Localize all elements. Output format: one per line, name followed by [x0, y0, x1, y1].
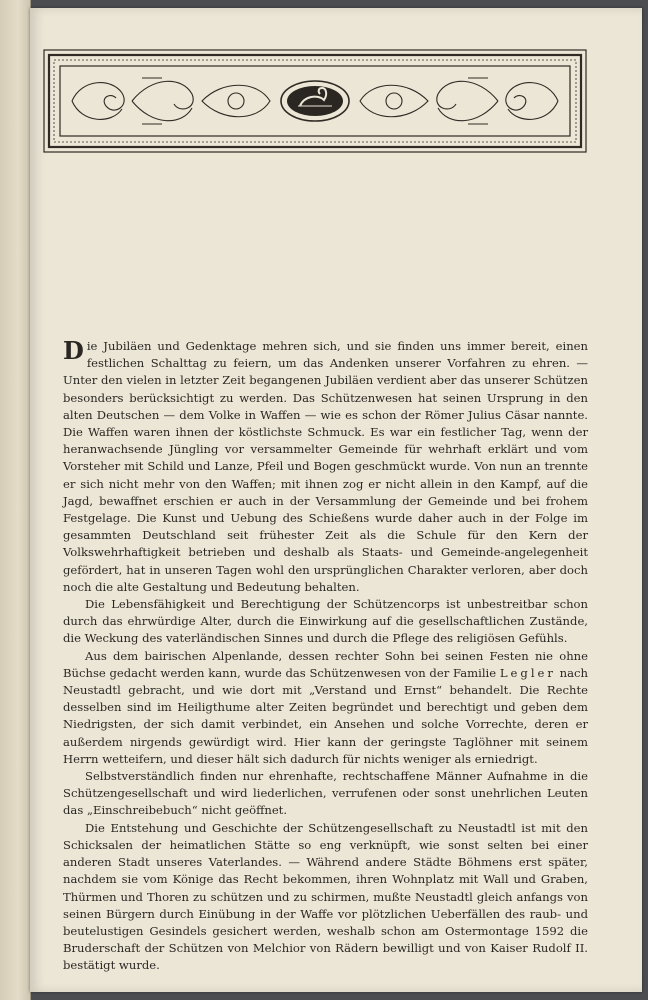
- paragraph-3-text-before: Aus dem bairischen Alpenlande, dessen rechter Sohn bei seinen Festen nie ohne Büchse gedacht werden kann, wurde das Schützenwesen von der Familie: [63, 648, 588, 680]
- body-text: [63, 338, 588, 975]
- book-page: [30, 8, 642, 992]
- previous-page-edge: [0, 0, 31, 1000]
- paragraph-5: Die Entstehung und Geschichte der Schützengesellschaft zu Neustadtl ist mit den Schicksalen der heimatlichen Stätte so eng verknüpft, wie sonst selten bei einer anderen Stadt unseres Vaterlandes. — Während andere Städte Böhmens erst später, nachdem sie vom Könige das Recht bekommen, ihren Wohnplatz mit Wall und Graben, Thürmen und Thoren zu schützen und zu schirmen, mußte Neustadtl gleich anfangs von seinen Bürgern durch Einübung in der Waffe vor plötzlichen Ueberfällen des raub- und beutelustigen Gesindels gesichert werden, weshalb schon am Ostermontage 1592 die Bruderschaft der Schützen von Melchior von Rädern bewilligt und von Kaiser Rudolf II. bestätigt wurde.: [63, 820, 588, 973]
- paragraph-1-text: ie Jubiläen und Gedenktage mehren sich, und sie finden uns immer bereit, einen festlichen Schalttag zu feiern, um das Andenken unserer Vorfahren zu ehren. — Unter den vielen in letzter Zeit begangenen Jubiläen verdient aber das unserer Schützen besonders berücksichtigt zu werden. Das Schützenwesen hat seinen Ursprung in den alten Deutschen — dem Volke in Waffen — wie es schon der Römer Julius Cäsar nannte. Die Waffen waren ihnen der köstlichste Schmuck. Es war ein festlicher Tag, wenn der heranwachsende Jüngling vor versammelter Gemeinde für wehrhaft erklärt und vom Vorsteher mit Schild und Lanze, Pfeil und Bogen geschmückt wurde. Von nun an trennte er sich nicht mehr von den Waffen; mit ihnen zog er nicht allein in den Kampf, auf die Jagd, bewaffnet erschien er auch in der Versammlung der Gemeinde und bei frohem Festgelage. Die Kunst und Uebung des Schießens wurde daher auch in der Folge im gesammten Deutschland seit frühester Zeit als die Schule für den Kern der Volkswehrhaftigkeit betrieben und deshalb als Staats- und Gemeinde-angelegenheit gefördert, hat in unseren Tagen wohl den ursprünglichen Charakter verloren, aber doch noch die alte Gestaltung und Bedeutung behalten.: [63, 339, 588, 594]
- paragraph-2: Die Lebensfähigkeit und Berechtigung der Schützencorps ist unbestreitbar schon durch das ehrwürdige Alter, durch die Einwirkung auf die gesellschaftlichen Zustände, die Weckung des vaterländischen Sinnes und durch die Pflege des religiösen Gefühls.: [63, 597, 588, 646]
- paragraph-1: [63, 338, 588, 596]
- decorative-header-border: [42, 48, 588, 154]
- swan-vignette-icon: [281, 81, 349, 121]
- family-name-legler: Legler: [499, 665, 556, 680]
- paragraph-4: Selbstverständlich finden nur ehrenhafte, rechtschaffene Männer Aufnahme in die Schützengesellschaft und wird liederlichen, verrufenen oder sonst unehrlichen Leuten das „Einschreibebuch“ nicht geöffnet.: [63, 769, 588, 818]
- drop-cap: D: [63, 336, 84, 365]
- paragraph-3-text-after: nach Neustadtl gebracht, und wie dort mit „Verstand und Ernst“ behandelt. Die Rechte desselben sind im Heiligthume alter Zeiten begründet und berechtigt und geben dem Niedrigsten, der sich damit verbindet, ein Ansehen und solche Vorrechte, deren er außerdem nirgends gewürdigt wird. Hier kann der geringste Taglöhner mit seinem Herrn wetteifern, und dieser hält sich dadurch für nichts weniger als erniedrigt.: [63, 665, 588, 766]
- paragraph-3: [63, 648, 588, 768]
